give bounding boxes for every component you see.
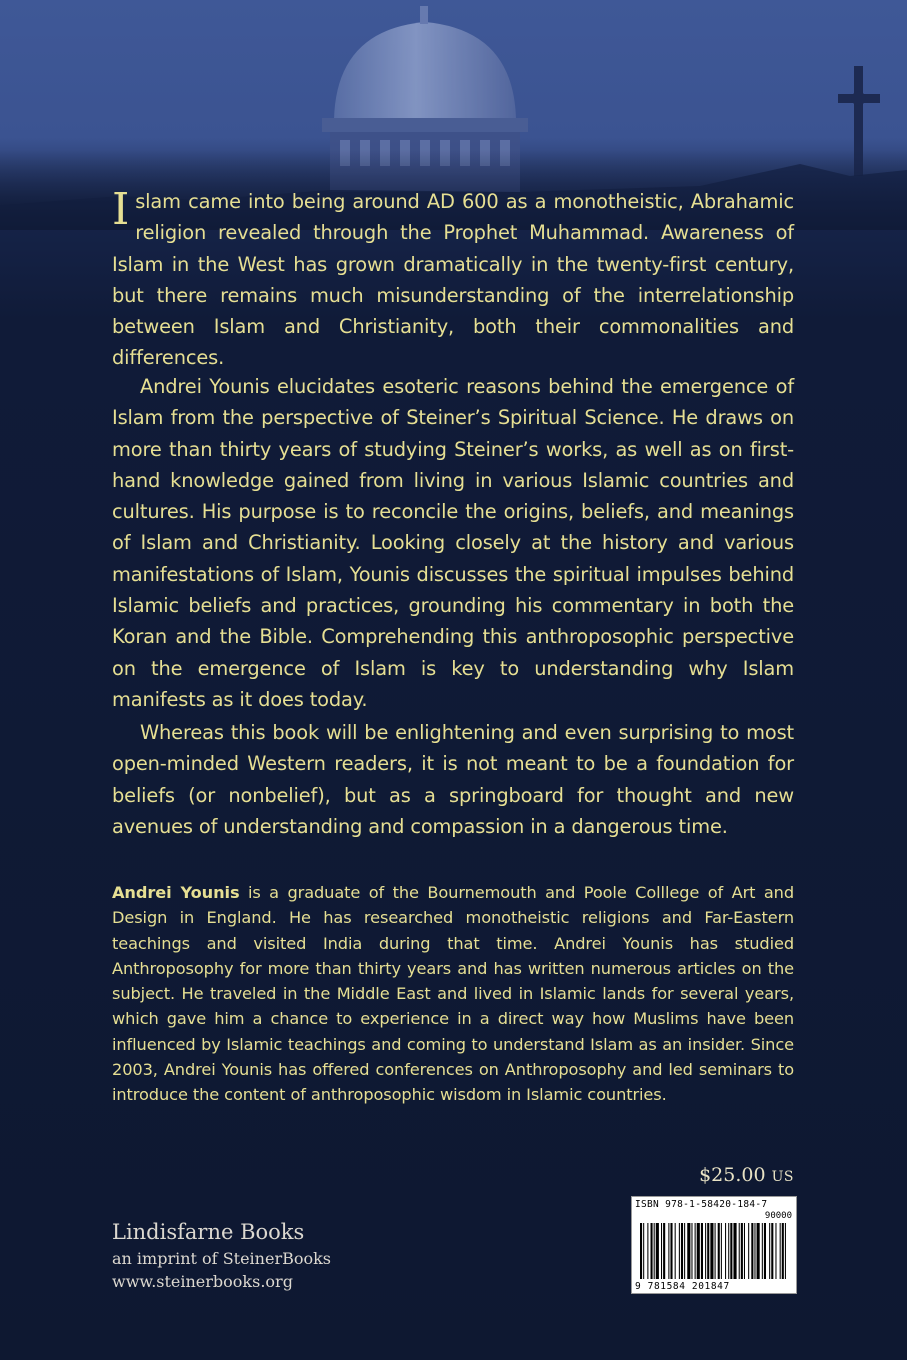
barcode-bar [771,1223,773,1279]
ean-number: 9 781584 201847 [635,1281,730,1292]
barcode-bar [640,1223,642,1279]
barcode-bar [647,1223,648,1279]
author-bio: Andrei Younis is a graduate of the Bournemouth and Poole Colllege of Art and Design in England. He has researched monotheistic religions and Far-Eastern teachings and visited India during that time. Andrei Younis has studied Anthroposophy for more than thirty years and has written numerous articles on the subject. He traveled in the Middle East and lived in Islamic lands for several years, which gave him a chance to experience in a direct way how Muslims have been influenced by Islamic teachings and coming to understand Islam as an insider. Since 2003, Andrei Younis has offered conferences on Anthroposophy and led seminars to introduce the content of anthroposophic wisdom in Islamic countries. [112,883,794,1105]
description-paragraph-3: Whereas this book will be enlightening and even surprising to most open-minded Western readers, it is not meant to be a foundation for beliefs (or nonbelief), but as a springboard for thought and new avenues of understanding and compassion in a dangerous time. [112,721,794,838]
drop-cap: I [112,184,130,235]
publisher-imprint: an imprint of SteinerBooks [112,1249,332,1268]
barcode-bar [733,1223,736,1279]
supplement-code: 90000 [764,1211,792,1221]
barcode-bar [668,1223,669,1279]
barcode-bar [679,1223,680,1279]
barcode-bar [681,1223,683,1279]
barcode-bar [656,1223,659,1279]
barcode-bars [640,1223,790,1279]
barcode-bar [785,1223,786,1279]
barcode-bar [748,1223,749,1279]
barcode-bar [707,1223,709,1279]
barcode-bar [670,1223,672,1279]
publisher-block [112,1218,331,1293]
price-currency: US [771,1169,794,1185]
barcode-bar [675,1223,676,1279]
publisher-name: Lindisfarne Books [112,1220,305,1244]
price-amount: $25.00 [699,1164,766,1186]
barcode-bar [695,1223,696,1279]
barcode-bar [661,1223,662,1279]
price-label [660,1164,794,1186]
barcode-bar [684,1223,685,1279]
barcode-bar [741,1223,743,1279]
barcode-bar [764,1223,766,1279]
barcode-bar [725,1223,726,1279]
barcode-bar [663,1223,665,1279]
barcode-bar [757,1223,760,1279]
barcode-bar [643,1223,644,1279]
barcode-bar [739,1223,740,1279]
barcode-bar [701,1223,703,1279]
publisher-url: www.steinerbooks.org [112,1272,293,1291]
barcode-bar [651,1223,653,1279]
barcode-bar [697,1223,700,1279]
author-name: Andrei Younis [112,883,240,902]
description-paragraph-2: Andrei Younis elucidates esoteric reasons behind the emergence of Islam from the perspective of Steiner’s Spiritual Science. He draws on more than thirty years of studying Steiner’s works, as well as on first-hand knowledge gained from living in various Islamic countries and cultures. His purpose is to reconcile the origins, beliefs, and meanings of Islam and Christianity. Looking closely at the history and various manifestations of Islam, Younis discusses the spiritual impulses behind Islamic beliefs and practices, grounding his commentary in both the Koran and the Bible. Comprehending this anthroposophic perspective on the emergence of Islam is key to understanding why Islam manifests as it does today. [112,375,794,711]
barcode-bar [744,1223,745,1279]
barcode-bar [710,1223,713,1279]
barcode-bar [705,1223,706,1279]
barcode-bar [728,1223,729,1279]
barcode-bar [775,1223,776,1279]
barcode-bar [754,1223,755,1279]
isbn-label: ISBN 978-1-58420-184-7 [635,1199,768,1210]
barcode-bar [769,1223,770,1279]
description-paragraph-1: Islam came into being around AD 600 as a monotheistic, Abrahamic religion revealed through the Prophet Muhammad. Awareness of Islam in the West has grown dramatically in the twenty-first century, but there remains much misunderstanding of the interrelationship between Islam and Christianity, both their commonalities and differences. [112,184,794,370]
barcode-bar [691,1223,692,1279]
barcode-bar [751,1223,753,1279]
barcode-bar [730,1223,732,1279]
barcode-bar [721,1223,722,1279]
barcode-bar [718,1223,720,1279]
barcode-bar [654,1223,655,1279]
isbn-barcode [631,1196,797,1294]
barcode-bar [715,1223,716,1279]
barcode-bar [762,1223,763,1279]
barcode-bar [780,1223,781,1279]
barcode-bar [687,1223,690,1279]
barcode-bar [782,1223,784,1279]
